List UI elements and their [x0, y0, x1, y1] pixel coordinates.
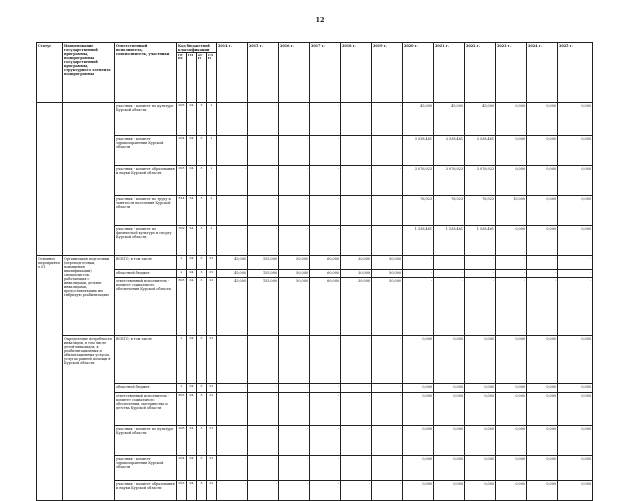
amount-cell: 0,000: [558, 336, 593, 384]
amount-cell: 0,000: [527, 456, 558, 481]
amount-cell: -: [341, 481, 372, 501]
budget-code-cell: х: [177, 270, 187, 278]
amount-cell: 0,000: [465, 384, 496, 393]
header-status: Статус: [37, 43, 63, 103]
amount-cell: 50,000: [279, 278, 310, 336]
amount-cell: 3 076,923: [403, 166, 434, 196]
table-row: [37, 481, 593, 501]
amount-cell: 0,000: [403, 336, 434, 384]
amount-cell: 0,000: [558, 481, 593, 501]
amount-cell: -: [279, 136, 310, 166]
budget-code-cell: 04: [187, 384, 197, 393]
budget-code-cell: 01: [207, 256, 217, 270]
amount-cell: -: [279, 426, 310, 456]
budget-code-cell: 3: [197, 166, 207, 196]
amount-cell: -: [403, 256, 434, 270]
executor-cell: участник - комитет образования и науки Курской области: [115, 166, 177, 196]
budget-code-cell: 04: [187, 166, 197, 196]
header-year: 2022 г.: [465, 43, 496, 103]
amount-cell: -: [310, 226, 341, 256]
table-row: [37, 103, 593, 136]
amount-cell: -: [217, 103, 248, 136]
amount-cell: 0,000: [527, 103, 558, 136]
amount-cell: -: [248, 136, 279, 166]
amount-cell: 0,000: [403, 481, 434, 501]
amount-cell: -: [248, 196, 279, 226]
amount-cell: -: [527, 278, 558, 336]
amount-cell: 0,000: [496, 226, 527, 256]
amount-cell: -: [248, 166, 279, 196]
amount-cell: 0,000: [465, 456, 496, 481]
amount-cell: 30,000: [341, 278, 372, 336]
amount-cell: 60,000: [310, 256, 341, 270]
executor-cell: областной бюджет: [115, 384, 177, 393]
budget-code-cell: х: [177, 336, 187, 384]
budget-code-cell: 824: [177, 196, 187, 226]
budget-code-cell: 3: [197, 270, 207, 278]
amount-cell: 3 538,461: [403, 136, 434, 166]
amount-cell: 0,000: [527, 336, 558, 384]
budget-code-cell: 04: [187, 278, 197, 336]
header-year: 2015 г.: [248, 43, 279, 103]
amount-cell: -: [341, 384, 372, 393]
amount-cell: 155,000: [248, 256, 279, 270]
budget-code-cell: 04: [187, 481, 197, 501]
amount-cell: 50,000: [372, 256, 403, 270]
budget-code-cell: 01: [207, 481, 217, 501]
budget-code-cell: 3: [197, 393, 207, 426]
budget-code-cell: 04: [187, 336, 197, 384]
amount-cell: 0,000: [403, 426, 434, 456]
budget-code-cell: х: [207, 136, 217, 166]
amount-cell: -: [372, 103, 403, 136]
program-name-cell: [63, 103, 115, 256]
amount-cell: 0,000: [434, 384, 465, 393]
budget-code-cell: 3: [197, 384, 207, 393]
budget-code-cell: 006: [177, 426, 187, 456]
amount-cell: 0,000: [496, 481, 527, 501]
amount-cell: 45,000: [403, 103, 434, 136]
header-year: 2024 г.: [527, 43, 558, 103]
amount-cell: 0,000: [527, 166, 558, 196]
budget-code-cell: 01: [207, 456, 217, 481]
amount-cell: -: [217, 384, 248, 393]
amount-cell: -: [279, 481, 310, 501]
table-row: [37, 270, 593, 278]
budget-code-cell: х: [177, 256, 187, 270]
budget-code-cell: 04: [187, 456, 197, 481]
amount-cell: -: [217, 481, 248, 501]
budget-code-cell: 3: [197, 256, 207, 270]
amount-cell: -: [217, 226, 248, 256]
amount-cell: 3 076,923: [465, 166, 496, 196]
header-row-1: [37, 43, 593, 53]
executor-cell: участник - комитет по культуре Курской области: [115, 103, 177, 136]
amount-cell: 0,000: [496, 136, 527, 166]
amount-cell: 76,923: [434, 196, 465, 226]
amount-cell: -: [248, 426, 279, 456]
header-name: Наименование государственной программы, подпрограммы государственной программы, структурного элемента подпрограммы: [63, 43, 115, 103]
table-row: [37, 336, 593, 384]
amount-cell: -: [341, 426, 372, 456]
header-code: СЭП: [207, 53, 217, 103]
budget-code-cell: 01: [207, 384, 217, 393]
budget-code-cell: 3: [197, 136, 207, 166]
table-row: [37, 393, 593, 426]
amount-cell: -: [248, 456, 279, 481]
executor-cell: участник - комитет по культуре Курской области: [115, 426, 177, 456]
executor-cell: ответственный исполнитель - комитет социального обеспечения, материнства и детства Курской области: [115, 393, 177, 426]
amount-cell: 50,000: [372, 270, 403, 278]
amount-cell: 1 538,461: [403, 226, 434, 256]
amount-cell: 76,923: [465, 196, 496, 226]
amount-cell: 0,000: [558, 456, 593, 481]
header-year: 2021 г.: [434, 43, 465, 103]
executor-cell: участник - комитет по труду и занятости населения Курской области: [115, 196, 177, 226]
amount-cell: -: [217, 196, 248, 226]
budget-code-cell: 003: [177, 166, 187, 196]
budget-code-cell: 803: [177, 278, 187, 336]
amount-cell: -: [341, 336, 372, 384]
budget-code-cell: 04: [187, 103, 197, 136]
amount-cell: 60,000: [310, 270, 341, 278]
amount-cell: -: [496, 270, 527, 278]
amount-cell: -: [279, 456, 310, 481]
budget-code-cell: 009: [177, 226, 187, 256]
amount-cell: 0,000: [434, 393, 465, 426]
amount-cell: -: [248, 103, 279, 136]
program-name-cell: Определение потребности инвалидов, в том числе детей-инвалидов, в реабилитационных и абилитационных услугах, услугах ранней помощи в Курской области: [63, 336, 115, 501]
budget-code-cell: 3: [197, 426, 207, 456]
amount-cell: -: [372, 226, 403, 256]
budget-code-cell: 3: [197, 103, 207, 136]
amount-cell: 0,000: [434, 336, 465, 384]
amount-cell: 3 076,923: [434, 166, 465, 196]
budget-code-cell: 04: [187, 393, 197, 426]
amount-cell: -: [527, 256, 558, 270]
amount-cell: -: [310, 103, 341, 136]
executor-cell: областной бюджет: [115, 270, 177, 278]
table-row: [37, 384, 593, 393]
budget-code-cell: 01: [207, 426, 217, 456]
amount-cell: 0,000: [527, 226, 558, 256]
amount-cell: 30,000: [341, 256, 372, 270]
amount-cell: 0,000: [496, 336, 527, 384]
amount-cell: 1 538,461: [434, 226, 465, 256]
amount-cell: 155,000: [248, 270, 279, 278]
header-year: 2018 г.: [341, 43, 372, 103]
amount-cell: -: [217, 336, 248, 384]
amount-cell: -: [372, 196, 403, 226]
amount-cell: 0,000: [527, 136, 558, 166]
budget-code-cell: 803: [177, 393, 187, 426]
amount-cell: -: [248, 336, 279, 384]
header-year: 2016 г.: [279, 43, 310, 103]
amount-cell: 0,000: [527, 426, 558, 456]
budget-code-cell: 04: [187, 256, 197, 270]
budget-code-cell: 3: [197, 336, 207, 384]
budget-code-cell: 004: [177, 136, 187, 166]
amount-cell: 0,000: [403, 456, 434, 481]
executor-cell: участник - комитет образования и науки Курской области: [115, 481, 177, 501]
executor-cell: участник - комитет по физической культуре и спорту Курской области: [115, 226, 177, 256]
amount-cell: 45,000: [217, 278, 248, 336]
amount-cell: -: [279, 103, 310, 136]
table-row: [37, 226, 593, 256]
budget-code-cell: 04: [187, 136, 197, 166]
amount-cell: -: [248, 384, 279, 393]
amount-cell: 0,000: [465, 393, 496, 426]
table-row: [37, 278, 593, 336]
amount-cell: -: [372, 336, 403, 384]
amount-cell: 0,000: [527, 196, 558, 226]
header-code: пГП: [197, 53, 207, 103]
amount-cell: -: [279, 166, 310, 196]
budget-code-cell: 04: [187, 196, 197, 226]
amount-cell: -: [248, 393, 279, 426]
amount-cell: 76,923: [403, 196, 434, 226]
budget-table: [36, 42, 593, 501]
amount-cell: 0,000: [496, 103, 527, 136]
amount-cell: -: [434, 256, 465, 270]
amount-cell: -: [310, 393, 341, 426]
header-code: ГП: [187, 53, 197, 103]
amount-cell: 0,000: [496, 166, 527, 196]
budget-code-cell: 01: [207, 270, 217, 278]
amount-cell: -: [372, 456, 403, 481]
amount-cell: -: [217, 166, 248, 196]
amount-cell: 45,000: [434, 103, 465, 136]
amount-cell: 0,000: [465, 336, 496, 384]
amount-cell: 45,000: [217, 270, 248, 278]
amount-cell: 0,000: [403, 393, 434, 426]
amount-cell: -: [310, 456, 341, 481]
amount-cell: -: [248, 481, 279, 501]
header-year: 2020 г.: [403, 43, 434, 103]
amount-cell: -: [341, 196, 372, 226]
budget-code-cell: х: [207, 196, 217, 226]
amount-cell: -: [341, 456, 372, 481]
budget-code-cell: х: [177, 384, 187, 393]
amount-cell: -: [217, 136, 248, 166]
amount-cell: 45,000: [465, 103, 496, 136]
amount-cell: -: [372, 393, 403, 426]
table-row: [37, 256, 593, 270]
program-name-cell: Организация подготовки (переподготовки, повышения квалификации) специалистов, работающих с инвалидами, детьми-инвалидами, предоставляющих им гибридую реабилитацию: [63, 256, 115, 336]
amount-cell: -: [527, 270, 558, 278]
amount-cell: 0,000: [434, 481, 465, 501]
budget-code-cell: 01: [207, 393, 217, 426]
page-number: 12: [315, 16, 325, 24]
amount-cell: -: [248, 226, 279, 256]
budget-code-cell: 01: [207, 278, 217, 336]
amount-cell: -: [217, 393, 248, 426]
amount-cell: -: [310, 136, 341, 166]
amount-cell: 0,000: [558, 384, 593, 393]
amount-cell: -: [217, 456, 248, 481]
header-code: ГРБС: [177, 53, 187, 103]
amount-cell: 10,000: [496, 196, 527, 226]
budget-code-cell: 006: [177, 103, 187, 136]
header-year: 2023 г.: [496, 43, 527, 103]
amount-cell: -: [372, 136, 403, 166]
table-row: [37, 196, 593, 226]
amount-cell: -: [403, 278, 434, 336]
amount-cell: -: [279, 384, 310, 393]
amount-cell: -: [310, 426, 341, 456]
header-year: 2019 г.: [372, 43, 403, 103]
executor-cell: участник - комитет здравоохранения Курской области: [115, 136, 177, 166]
amount-cell: 0,000: [496, 393, 527, 426]
amount-cell: 0,000: [527, 481, 558, 501]
amount-cell: -: [496, 256, 527, 270]
amount-cell: -: [310, 481, 341, 501]
table-row: [37, 456, 593, 481]
amount-cell: 0,000: [558, 103, 593, 136]
budget-code-cell: 04: [187, 226, 197, 256]
amount-cell: 3 538,461: [434, 136, 465, 166]
amount-cell: 3 538,461: [465, 136, 496, 166]
budget-code-cell: 3: [197, 456, 207, 481]
amount-cell: -: [279, 336, 310, 384]
amount-cell: 0,000: [434, 456, 465, 481]
budget-code-cell: х: [207, 103, 217, 136]
budget-code-cell: 04: [187, 270, 197, 278]
table-body: [37, 103, 593, 501]
amount-cell: 0,000: [558, 226, 593, 256]
amount-cell: -: [341, 136, 372, 166]
amount-cell: -: [465, 256, 496, 270]
amount-cell: -: [403, 270, 434, 278]
status-cell: Основное мероприятие 01: [37, 256, 63, 501]
amount-cell: -: [558, 270, 593, 278]
amount-cell: -: [558, 256, 593, 270]
header-budget-code-group: Код бюджетной классификации: [177, 43, 217, 53]
table-row: [37, 426, 593, 456]
amount-cell: -: [558, 278, 593, 336]
amount-cell: -: [310, 336, 341, 384]
budget-code-cell: 04: [187, 426, 197, 456]
amount-cell: -: [341, 166, 372, 196]
header-year: 2014 г.: [217, 43, 248, 103]
amount-cell: -: [341, 393, 372, 426]
status-cell: [37, 103, 63, 256]
amount-cell: -: [341, 226, 372, 256]
amount-cell: -: [372, 384, 403, 393]
amount-cell: 0,000: [496, 426, 527, 456]
budget-code-cell: 3: [197, 278, 207, 336]
amount-cell: -: [372, 481, 403, 501]
amount-cell: 50,000: [279, 256, 310, 270]
budget-code-cell: 3: [197, 196, 207, 226]
budget-code-cell: 01: [207, 336, 217, 384]
amount-cell: 0,000: [527, 393, 558, 426]
amount-cell: 0,000: [558, 426, 593, 456]
amount-cell: 30,000: [341, 270, 372, 278]
executor-cell: ответственный исполнитель - комитет социального обеспечения Курской области: [115, 278, 177, 336]
amount-cell: 0,000: [496, 384, 527, 393]
amount-cell: -: [465, 270, 496, 278]
amount-cell: -: [372, 166, 403, 196]
amount-cell: 0,000: [558, 393, 593, 426]
amount-cell: 0,000: [434, 426, 465, 456]
amount-cell: -: [310, 166, 341, 196]
amount-cell: -: [372, 426, 403, 456]
amount-cell: -: [434, 278, 465, 336]
budget-code-cell: 3: [197, 481, 207, 501]
amount-cell: -: [496, 278, 527, 336]
table-row: [37, 136, 593, 166]
header-year: 2017 г.: [310, 43, 341, 103]
amount-cell: 0,000: [465, 426, 496, 456]
amount-cell: 50,000: [372, 278, 403, 336]
amount-cell: -: [279, 196, 310, 226]
budget-code-cell: х: [207, 166, 217, 196]
budget-code-cell: 004: [177, 456, 187, 481]
amount-cell: -: [279, 393, 310, 426]
amount-cell: -: [310, 196, 341, 226]
amount-cell: 0,000: [403, 384, 434, 393]
amount-cell: 0,000: [527, 384, 558, 393]
amount-cell: 50,000: [279, 270, 310, 278]
amount-cell: 60,000: [310, 278, 341, 336]
executor-cell: участник - комитет здравоохранения Курской области: [115, 456, 177, 481]
amount-cell: -: [310, 384, 341, 393]
amount-cell: 155,000: [248, 278, 279, 336]
amount-cell: -: [465, 278, 496, 336]
amount-cell: -: [217, 426, 248, 456]
executor-cell: ВСЕГО, в том числе: [115, 256, 177, 270]
amount-cell: 0,000: [558, 196, 593, 226]
header-year: 2025 г.: [558, 43, 593, 103]
amount-cell: -: [279, 226, 310, 256]
budget-code-cell: 3: [197, 226, 207, 256]
amount-cell: -: [434, 270, 465, 278]
budget-code-cell: х: [207, 226, 217, 256]
amount-cell: -: [341, 103, 372, 136]
amount-cell: 0,000: [558, 136, 593, 166]
amount-cell: 0,000: [465, 481, 496, 501]
executor-cell: ВСЕГО, в том числе: [115, 336, 177, 384]
amount-cell: 0,000: [558, 166, 593, 196]
header-executor: Ответственный исполнитель, соисполнитель, участники: [115, 43, 177, 103]
amount-cell: 45,000: [217, 256, 248, 270]
amount-cell: 1 538,461: [465, 226, 496, 256]
table-row: [37, 166, 593, 196]
amount-cell: 0,000: [496, 456, 527, 481]
budget-code-cell: 003: [177, 481, 187, 501]
